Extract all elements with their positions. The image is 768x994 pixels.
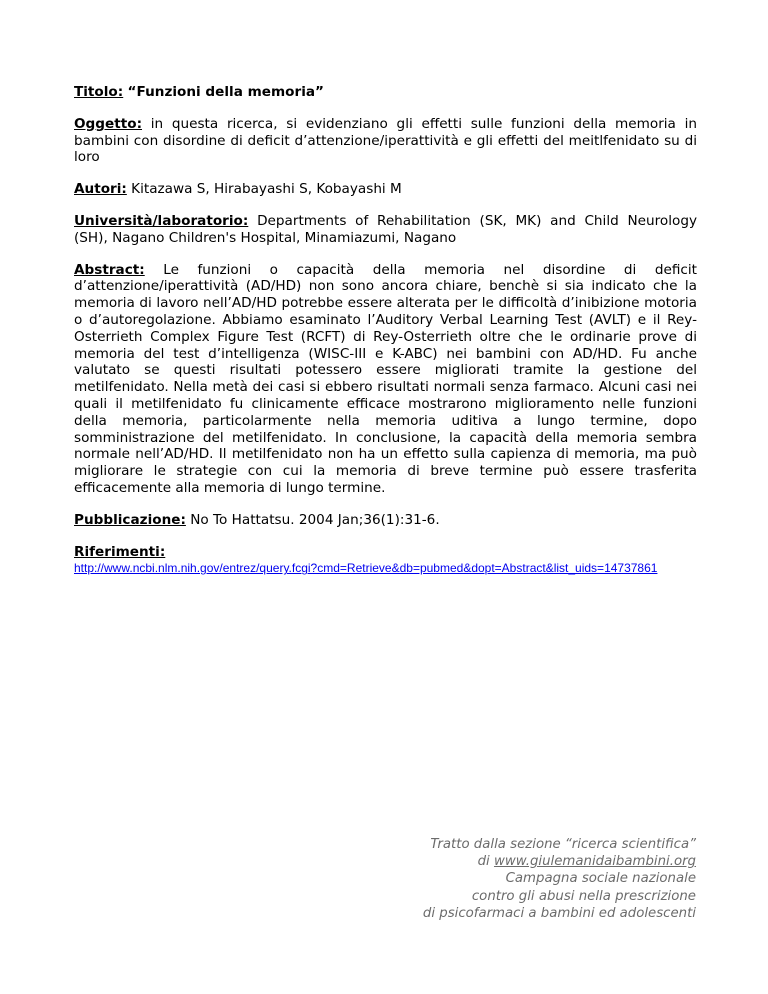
abstract-value: Le funzioni o capacità della memoria nel disordine di deficit d’attenzione/iperattività (AD/HD) non sono ancora chiare, benchè si sia indicato che la memoria di lavoro nell’AD/HD potrebbe essere alterata per le difficoltà d’inibizione motoria o d’autoregolazione. Abbiamo esaminato l’Auditory Verbal Learning Test (AVLT) e il Rey-Osterrieth Complex Figure Test (RCFT) di Rey-Osterrieth oltre che le ordinarie prove di memoria del test d’intelligenza (WISC-III e K-ABC) nei bambini con AD/HD. Fu anche valutato se questi risultati potessero essere migliorati tramite la gestione del metilfenidato. Nella metà dei casi si ebbero risultati normali senza farmaco. Alcuni casi nei quali il metilfenidato fu clinicamente efficace mostrarono miglioramento nelle funzioni della memoria, particolarmente nella memoria uditiva a lungo termine, dopo somministrazione del metilfenidato. In conclusione, la capacità della memoria sembra normale nell’AD/HD. Il metilfenidato non ha un effetto sulla capienza di memoria, ma può migliorare le strategie con cui la memoria di breve termine può essere trasferita efficacemente alla memoria di lungo termine. xyxy=(74,261,697,496)
footer-site-link[interactable]: www.giulemanidaibambini.org xyxy=(493,854,696,870)
universita-label: Università/laboratorio: xyxy=(74,212,249,229)
universita-section xyxy=(74,213,697,247)
footer-line-5: di psicofarmaci a bambini ed adolescenti xyxy=(422,905,696,921)
footer-line-1: Tratto dalla sezione “ricerca scientifica” xyxy=(430,837,696,852)
autori-value: Kitazawa S, Hirabayashi S, Kobayashi M xyxy=(131,181,402,198)
title-label: Titolo: xyxy=(74,84,124,100)
riferimenti-section xyxy=(74,544,697,577)
title-value: “Funzioni della memoria” xyxy=(127,84,324,100)
pubblicazione-value: No To Hattatsu. 2004 Jan;36(1):31-6. xyxy=(190,511,440,528)
footer-line-3: Campagna sociale nazionale xyxy=(505,871,696,887)
footer-line-2 xyxy=(276,853,696,870)
document-body xyxy=(74,84,697,576)
riferimenti-label: Riferimenti: xyxy=(74,543,166,560)
autori-label: Autori: xyxy=(74,181,127,198)
footer-credit xyxy=(276,836,696,922)
oggetto-section xyxy=(74,116,697,166)
abstract-section xyxy=(74,262,697,497)
autori-section xyxy=(74,181,697,198)
footer-line-2-prefix: di xyxy=(477,854,494,870)
oggetto-label: Oggetto: xyxy=(74,115,143,132)
footer-line-4: contro gli abusi nella prescrizione xyxy=(471,888,696,904)
pubblicazione-section xyxy=(74,512,697,529)
reference-link[interactable]: http://www.ncbi.nlm.nih.gov/entrez/query.fcgi?cmd=Retrieve&db=pubmed&dopt=Abstract&list_uids=14737861 xyxy=(74,561,658,576)
universita-value: Departments of Rehabilitation (SK, MK) and Child Neurology (SH), Nagano Children's Hospital, Minamiazumi, Nagano xyxy=(74,212,697,246)
title-section xyxy=(74,84,697,101)
pubblicazione-label: Pubblicazione: xyxy=(74,511,186,528)
oggetto-value: in questa ricerca, si evidenziano gli effetti sulle funzioni della memoria in bambini con disordine di deficit d’attenzione/iperattività e gli effetti del meitlfenidato su di loro xyxy=(74,115,698,166)
abstract-label: Abstract: xyxy=(74,261,145,278)
